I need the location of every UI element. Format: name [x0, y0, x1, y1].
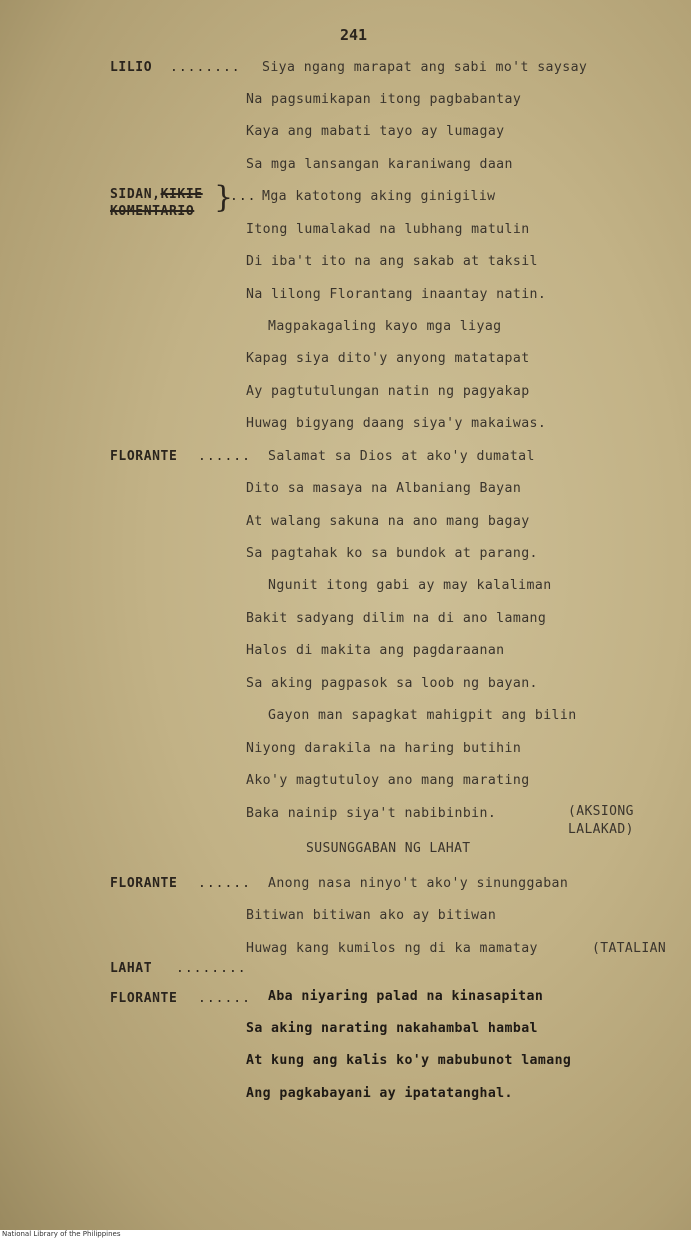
verse-line: Dito sa masaya na Albaniang Bayan	[246, 481, 522, 496]
verse-line: Anong nasa ninyo't ako'y sinunggaban	[268, 876, 569, 891]
verse-line: Aba niyaring palad na kinasapitan	[268, 989, 544, 1004]
speaker-sidan	[110, 187, 203, 202]
verse-line: Sa aking narating nakahambal hambal	[246, 1021, 538, 1036]
verse-line: At kung ang kalis ko'y mabubunot lamang	[246, 1053, 572, 1068]
footer-credit: National Library of the Philippines	[2, 1230, 121, 1238]
verse-line: Gayon man sapagkat mahigpit ang bilin	[268, 708, 577, 723]
stage-direction: (AKSIONG	[568, 804, 634, 819]
verse-line: Sa pagtahak ko sa bundok at parang.	[246, 546, 538, 561]
speaker-sidan-struck: KIKIE	[160, 187, 203, 202]
verse-line: At walang sakuna na ano mang bagay	[246, 514, 530, 529]
verse-line: Kapag siya dito'y anyong matatapat	[246, 351, 530, 366]
verse-line: Ay pagtutulungan natin ng pagyakap	[246, 384, 530, 399]
verse-line: Ang pagkabayani ay ipatatanghal.	[246, 1086, 513, 1101]
speaker-lilio: LILIO	[110, 60, 153, 75]
stage-direction: SUSUNGGABAN NG LAHAT	[306, 841, 471, 856]
brace-mark: }	[214, 180, 234, 215]
verse-line: Huwag kang kumilos ng di ka mamatay	[246, 941, 538, 956]
speaker-dots: ...	[230, 189, 257, 204]
speaker-lahat: LAHAT	[110, 961, 153, 976]
verse-line: Salamat sa Dios at ako'y dumatal	[268, 449, 535, 464]
speaker-dots: ......	[198, 991, 251, 1006]
verse-line: Huwag bigyang daang siya'y makaiwas.	[246, 416, 547, 431]
speaker-dots: ......	[198, 876, 251, 891]
speaker-dots: ........	[176, 961, 247, 976]
verse-line: Ako'y magtutuloy ano mang marating	[246, 773, 530, 788]
verse-line: Na lilong Florantang inaantay natin.	[246, 287, 547, 302]
speaker-komentario: KOMENTARIO	[110, 204, 195, 219]
speaker-dots: ........	[170, 60, 241, 75]
verse-line: Niyong darakila na haring butihin	[246, 741, 522, 756]
page-number: 241	[340, 26, 368, 44]
speaker-florante: FLORANTE	[110, 991, 178, 1006]
verse-line: Sa aking pagpasok sa loob ng bayan.	[246, 676, 538, 691]
verse-line: Bakit sadyang dilim na di ano lamang	[246, 611, 547, 626]
verse-line: Magpakagaling kayo mga liyag	[268, 319, 502, 334]
verse-line: Na pagsumikapan itong pagbabantay	[246, 92, 522, 107]
verse-line: Sa mga lansangan karaniwang daan	[246, 157, 513, 172]
verse-line: Kaya ang mabati tayo ay lumagay	[246, 124, 505, 139]
speaker-florante: FLORANTE	[110, 449, 178, 464]
verse-line: Siya ngang marapat ang sabi mo't saysay	[262, 60, 588, 75]
verse-line: Halos di makita ang pagdaraanan	[246, 643, 505, 658]
speaker-sidan-name: SIDAN,	[110, 187, 161, 202]
verse-line: Ngunit itong gabi ay may kalaliman	[268, 578, 552, 593]
verse-line: Di iba't ito na ang sakab at taksil	[246, 254, 538, 269]
verse-line: Itong lumalakad na lubhang matulin	[246, 222, 530, 237]
speaker-florante: FLORANTE	[110, 876, 178, 891]
stage-direction: (TATALIAN	[592, 941, 667, 956]
verse-line: Mga katotong aking ginigiliw	[262, 189, 496, 204]
verse-line: Bitiwan bitiwan ako ay bitiwan	[246, 908, 497, 923]
speaker-dots: ......	[198, 449, 251, 464]
verse-line: Baka nainip siya't nabibinbin.	[246, 806, 497, 821]
stage-direction: LALAKAD)	[568, 822, 634, 837]
